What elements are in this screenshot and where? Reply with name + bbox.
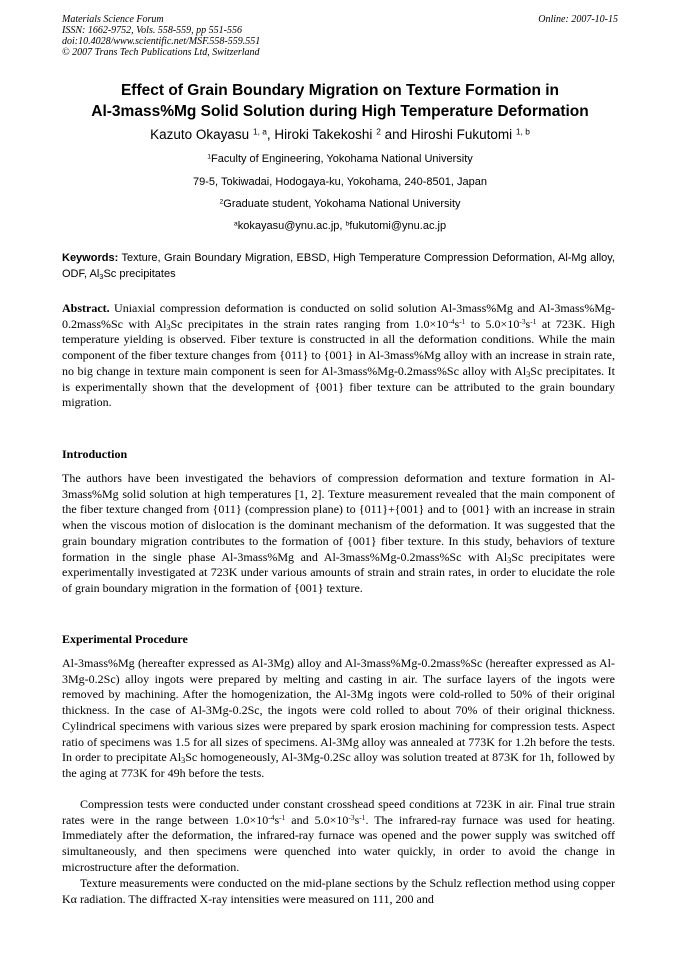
paper-title <box>40 80 640 122</box>
keywords-label: Keywords: <box>62 252 119 264</box>
author-list <box>40 126 640 144</box>
journal-copyright: © 2007 Trans Tech Publications Ltd, Switzerland <box>62 47 260 58</box>
exp-p1-text: Al-3mass%Mg (hereafter expressed as Al-3Mg) alloy and Al-3mass%Mg-0.2mass%Sc (hereafter expressed as Al-3Mg-0.2Sc) alloy ingots were prepared by melting and casting in air. The surface layers of the ingots were removed by machining. After the homogenization, the Al-3Mg ingots were cold-rolled to 50% of their original thickness. In the case of Al-3Mg-0.2Sc, the ingots were cold rolled to about 70% of their original thickness. Cylindrical specimens with various sizes were prepared by spark erosion machining for compression tests. Aspect ratio of specimens was 1.5 for all sizes of specimens. Al-3Mg alloy was annealed at 773K for 1.2h before the tests. In order to precipitate Al <box>62 656 615 765</box>
abstract-sub-2: 3 <box>526 369 531 379</box>
keywords-sub: 3 <box>99 271 104 281</box>
affiliation-2-text: Graduate student, Yokohama National University <box>223 198 461 210</box>
abstract-text-4: to 5.0×10 <box>465 316 520 331</box>
exp-p2-b: s <box>274 812 280 827</box>
title-line-1: Effect of Grain Boundary Migration on Texture Formation in <box>120 82 560 99</box>
section-heading-introduction: Introduction <box>62 447 128 461</box>
exp-p2-sup4: -1 <box>359 812 366 822</box>
online-date: Online: 2007-10-15 <box>538 14 618 25</box>
exp-p2-a: Compression tests were conducted under constant crosshead speed conditions at 723K in air. Final true strain rates were in the range between 1.0×10 <box>62 797 615 827</box>
affiliation-1-mark: 1 <box>207 153 212 161</box>
exp-p2-e: . The infrared-ray furnace was used for heating. Immediately after the deformation, the infrared-ray furnace was opened and the power supply was switched off simultaneously, and then specimens were quenched into water quickly, in order to avoid the change in microstructure after the deformation. <box>62 812 616 874</box>
email-b-mark: b <box>345 220 350 228</box>
abstract-text-6: at 723K. High temperature yielding is observed. Fiber texture is constructed in all the deformation conditions. While the main component of the fiber texture changes from {011} to {001} in Al-3mass%Mg alloy with an increase in strain rate, no big change in texture main component is seen for Al-3mass%Mg-0.2mass%Sc alloy with Al <box>62 316 616 378</box>
exp-p2-sup2: -1 <box>279 812 286 822</box>
journal-header <box>62 14 618 58</box>
author-3-mark: 1, b <box>515 126 530 137</box>
abstract-text-2: Sc precipitates in the strain rates ranging from 1.0×10 <box>170 316 449 331</box>
abstract-sup-4: -1 <box>530 316 537 326</box>
exp-p2-sup1: -4 <box>268 812 275 822</box>
experimental-paragraph-1 <box>62 656 615 782</box>
abstract-sup-2: -1 <box>459 316 466 326</box>
introduction-paragraph <box>62 471 615 597</box>
abstract-sup-3: -3 <box>519 316 526 326</box>
journal-doi: doi:10.4028/www.scientific.net/MSF.558-559.551 <box>62 36 261 47</box>
author-2-mark: 2 <box>376 126 381 137</box>
experimental-paragraph-2 <box>62 797 615 876</box>
author-3: and Hiroshi Fukutomi <box>380 127 516 142</box>
section-heading-experimental: Experimental Procedure <box>62 632 188 646</box>
affiliation-2-mark: 2 <box>219 198 224 206</box>
abstract-label: Abstract. <box>62 301 110 315</box>
affiliation-2 <box>40 197 640 211</box>
intro-sub: 3 <box>507 555 512 565</box>
journal-name: Materials Science Forum <box>62 14 164 25</box>
affiliation-1-text: Faculty of Engineering, Yokohama National University <box>211 153 473 165</box>
author-1-mark: 1, a <box>252 126 267 137</box>
abstract-sup-1: -4 <box>448 316 455 326</box>
abstract-sub-1: 3 <box>166 322 171 332</box>
intro-text: The authors have been investigated the behaviors of compression deformation and texture formation in Al-3mass%Mg solid solution at high temperatures [1, 2]. Texture measurement revealed that the main component of the fiber texture changed from {011} (compression plane) to {011}+{001} and to {001} with an increase in strain when the viscous motion of dislocation is the dominant mechanism of the deformation. It was suggested that the grain boundary migration contributes to the formation of {001} fiber texture. In this study, behaviors of texture formation in the single phase Al-3mass%Mg and Al-3mass%Mg-0.2mass%Sc with Al <box>62 471 615 564</box>
exp-p2-d: s <box>354 812 360 827</box>
abstract-text-1: Uniaxial compression deformation is conducted on solid solution Al-3mass%Mg and Al-3mass%Mg-0.2mass%Sc with Al <box>62 301 615 331</box>
abstract-text-3: s <box>454 316 460 331</box>
author-2: , Hiroki Takekoshi <box>266 127 377 142</box>
exp-p1-tail: Sc homogeneously, Al-3Mg-0.2Sc alloy was solution treated at 873K for 1h, followed by the aging at 773K for 49h before the tests. <box>62 750 616 780</box>
intro-tail: Sc precipitates were experimentally investigated at 723K under various amounts of strain and strain rates, in order to elucidate the role of grain boundary migration in the formation of {001} texture. <box>62 549 615 595</box>
journal-issn: ISSN: 1662-9752, Vols. 558-559, pp 551-556 <box>62 25 242 36</box>
author-emails <box>40 219 640 233</box>
exp-p2-sup3: -3 <box>348 812 355 822</box>
keywords-text: Texture, Grain Boundary Migration, EBSD, High Temperature Compression Deformation, Al-Mg alloy, ODF, Al <box>62 252 615 280</box>
abstract-text-5: s <box>525 316 531 331</box>
exp-p2-c: and 5.0×10 <box>285 812 349 827</box>
abstract-text-7: Sc precipitates. It is experimentally shown that the development of {001} fiber texture can be attributed to the grain boundary migration. <box>62 363 615 410</box>
abstract <box>62 301 615 411</box>
email-a-mark: a <box>233 220 238 228</box>
experimental-paragraph-3: Texture measurements were conducted on the mid-plane sections by the Schulz reflection method using copper Kα radiation. The diffracted X-ray intensities were measured on 111, 200 and <box>62 876 615 906</box>
email-a: kokayasu@ynu.ac.jp, <box>237 220 346 232</box>
keywords <box>62 250 615 282</box>
keywords-tail: Sc precipitates <box>103 268 176 280</box>
title-line-2: Al-3mass%Mg Solid Solution during High Temperature Deformation <box>91 103 589 120</box>
exp-p1-sub: 3 <box>181 756 186 766</box>
affiliation-1 <box>40 152 640 166</box>
author-1: Kazuto Okayasu <box>150 127 253 142</box>
affiliation-address: 79-5, Tokiwadai, Hodogaya-ku, Yokohama, 240-8501, Japan <box>193 176 487 188</box>
email-b: fukutomi@ynu.ac.jp <box>349 220 447 232</box>
